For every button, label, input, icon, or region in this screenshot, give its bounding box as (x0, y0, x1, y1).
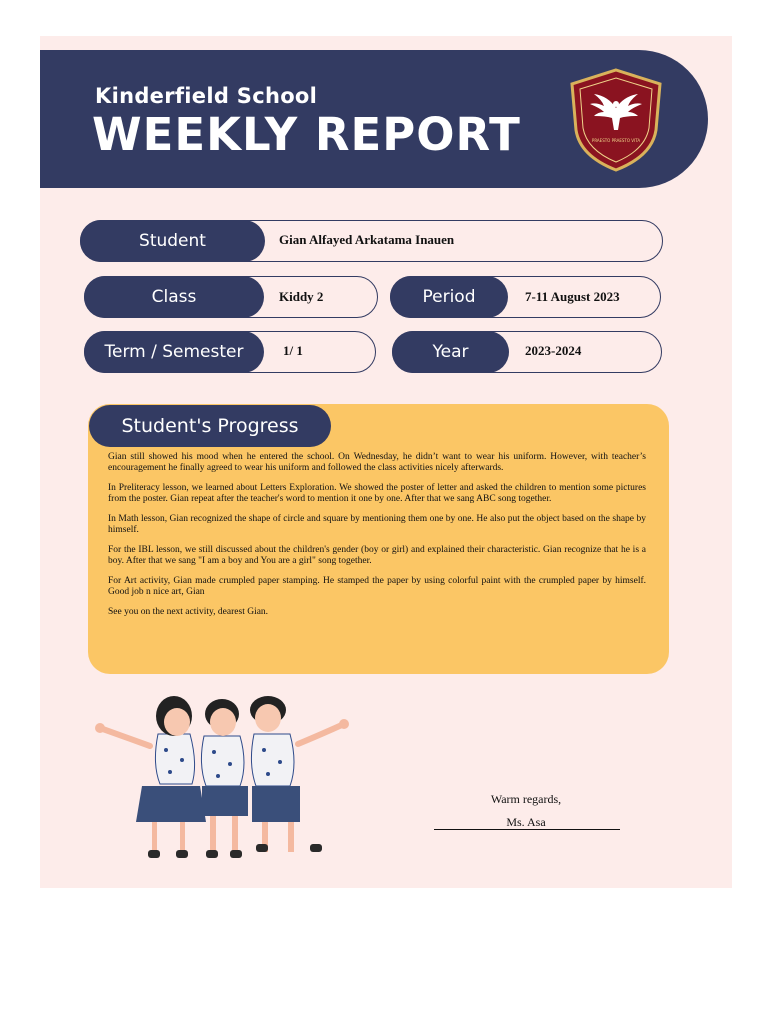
signature-line (434, 829, 620, 830)
progress-paragraph: For Art activity, Gian made crumpled paper stamping. He stamped the paper by using colorful paint with the crumpled paper by himself. Good job n nice art, Gian (108, 576, 646, 597)
progress-paragraph: In Math lesson, Gian recognized the shape of circle and square by mentioning them one by one. He also put the object based on the shape by himself. (108, 514, 646, 535)
student-label: Student (80, 220, 265, 262)
teacher-name: Ms. Asa (506, 815, 546, 829)
children-illustration (92, 694, 354, 870)
school-name: Kinderfield School (95, 84, 318, 108)
progress-paragraph: In Preliteracy lesson, we learned about Letters Exploration. We showed the poster of letter and asked the children to mention some pictures from the poster. Gian repeat after the teacher's word to mention it one by one. After that we sang ABC song together. (108, 483, 646, 504)
progress-title: Student's Progress (89, 405, 331, 447)
year-value: 2023-2024 (525, 343, 582, 358)
student-name: Gian Alfayed Arkatama Inauen (279, 232, 455, 247)
progress-paragraph: See you on the next activity, dearest Gian. (108, 607, 269, 617)
report-title: WEEKLY REPORT (92, 108, 521, 161)
class-label: Class (84, 276, 264, 318)
class-value: Kiddy 2 (279, 289, 324, 304)
year-label: Year (392, 331, 509, 373)
progress-paragraph: For the IBL lesson, we still discussed about the children's gender (boy or girl) and explained their characteristic. Gian recognize that he is a boy. After that we sang "I am a boy and You are a girl" song together. (108, 545, 646, 566)
progress-text (108, 452, 646, 628)
school-crest-logo (568, 68, 664, 172)
term-value: 1/ 1 (283, 343, 303, 358)
closing-regards: Warm regards, (490, 792, 562, 806)
progress-paragraph: Gian still showed his mood when he entered the school. On Wednesday, he didn’t want to wear his uniform. However, with teacher’s encouragement he finally agreed to wear his uniform and followed the class activities nicely afterwards. (108, 452, 646, 473)
period-label: Period (390, 276, 508, 318)
term-label: Term / Semester (84, 331, 264, 373)
crest-motto: PRAESTO PRAESTO VITA (591, 138, 641, 143)
period-value: 7-11 August 2023 (525, 289, 620, 304)
